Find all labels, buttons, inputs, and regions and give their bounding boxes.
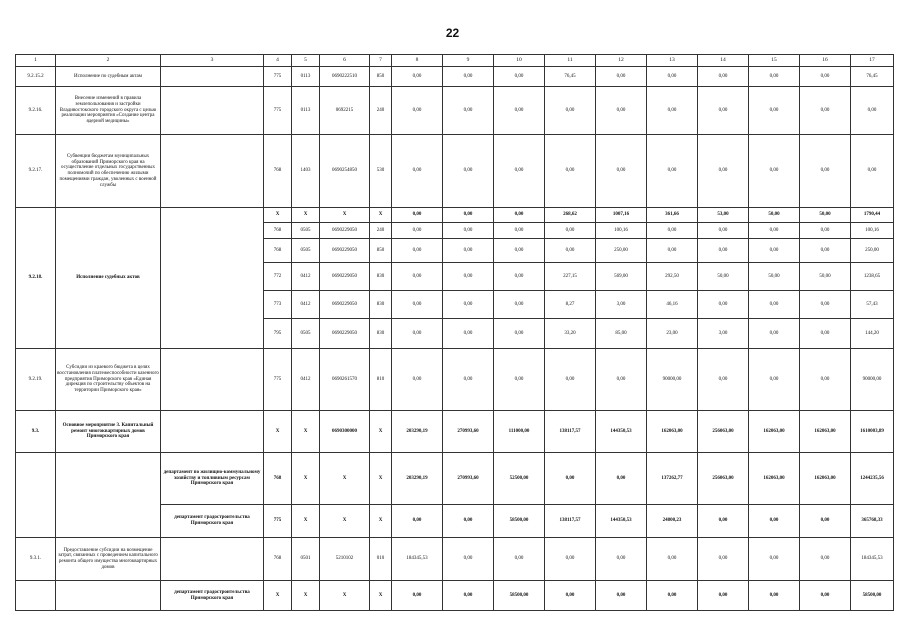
value-cell: 0,00	[749, 319, 800, 349]
value-cell: 0,00	[698, 135, 749, 208]
value-cell: 0,00	[392, 319, 443, 349]
code-cell: 830	[370, 319, 392, 349]
value-cell: 569,00	[596, 263, 647, 291]
code-cell: Х	[320, 453, 370, 505]
col-header: 7	[370, 55, 392, 67]
value-cell: 0,00	[647, 239, 698, 263]
empty-cell	[161, 135, 264, 208]
empty-cell	[161, 411, 264, 453]
value-cell: 0,00	[851, 87, 894, 135]
value-cell: 0,00	[800, 581, 851, 611]
value-cell: 0,00	[749, 538, 800, 581]
code-cell: 5210102	[320, 538, 370, 581]
value-cell: 0,00	[545, 581, 596, 611]
row-name: Субвенции бюджетам муниципальных образований Приморского края на осуществление отдельных государственных полномочий по обеспечению жилыми помещениями граждан, уволенных с военной службы	[56, 135, 161, 208]
value-cell: 184345,53	[851, 538, 894, 581]
col-header: 16	[800, 55, 851, 67]
value-cell: 0,00	[800, 538, 851, 581]
value-cell: 162063,00	[647, 411, 698, 453]
value-cell: 0,00	[698, 67, 749, 87]
code-cell: Х	[292, 453, 320, 505]
row-number: 9.2.16.	[16, 87, 56, 135]
value-cell: 57,43	[851, 291, 894, 319]
value-cell: 0,00	[494, 135, 545, 208]
value-cell: 268,62	[545, 208, 596, 223]
value-cell: 0,00	[800, 505, 851, 538]
col-header: 11	[545, 55, 596, 67]
value-cell: 0,00	[443, 135, 494, 208]
code-cell: Х	[370, 505, 392, 538]
value-cell: 0,00	[749, 223, 800, 239]
value-cell: 0,00	[596, 87, 647, 135]
value-cell: 0,00	[392, 135, 443, 208]
value-cell: 1244235,56	[851, 453, 894, 505]
budget-table	[15, 54, 894, 611]
value-cell: 1238,65	[851, 263, 894, 291]
code-cell: Х	[292, 581, 320, 611]
value-cell: 100,16	[596, 223, 647, 239]
col-header: 5	[292, 55, 320, 67]
value-cell: 0,00	[749, 135, 800, 208]
value-cell: 0,00	[698, 291, 749, 319]
value-cell: 0,00	[647, 87, 698, 135]
empty-cell	[161, 67, 264, 87]
value-cell: 90000,00	[851, 349, 894, 411]
value-cell: 3,00	[596, 291, 647, 319]
code-cell: 530	[370, 135, 392, 208]
value-cell: 138117,57	[545, 411, 596, 453]
value-cell: 0,00	[647, 223, 698, 239]
col-header: 13	[647, 55, 698, 67]
value-cell: 0,00	[800, 223, 851, 239]
code-cell: 0501	[292, 538, 320, 581]
col-header: 12	[596, 55, 647, 67]
row-name: Основное мероприятие 3. Капитальный ремонт многоквартирных домов Приморского края	[56, 411, 161, 453]
code-cell: Х	[370, 453, 392, 505]
code-cell: Х	[292, 411, 320, 453]
value-cell: 46,16	[647, 291, 698, 319]
empty-cell	[161, 87, 264, 135]
value-cell: 0,00	[800, 87, 851, 135]
value-cell: 162063,00	[800, 411, 851, 453]
value-cell: 0,00	[698, 223, 749, 239]
value-cell: 0,00	[647, 538, 698, 581]
value-cell: 203290,19	[392, 411, 443, 453]
code-cell: 0113	[292, 87, 320, 135]
code-cell: 0690261570	[320, 349, 370, 411]
value-cell: 0,00	[494, 239, 545, 263]
value-cell: 0,00	[494, 223, 545, 239]
value-cell: 256063,00	[698, 453, 749, 505]
value-cell: 0,00	[698, 505, 749, 538]
value-cell: 0,00	[545, 223, 596, 239]
col-header: 3	[161, 55, 264, 67]
value-cell: 0,00	[800, 135, 851, 208]
value-cell: 0,00	[392, 263, 443, 291]
value-cell: 0,00	[800, 319, 851, 349]
code-cell: 0113	[292, 67, 320, 87]
empty-cell	[16, 453, 56, 538]
code-cell: 775	[264, 87, 292, 135]
code-cell: Х	[264, 581, 292, 611]
value-cell: 0,00	[494, 291, 545, 319]
value-cell: 0,00	[749, 239, 800, 263]
value-cell: 0,00	[443, 263, 494, 291]
code-cell: 1403	[292, 135, 320, 208]
value-cell: 0,00	[647, 67, 698, 87]
value-cell: 162063,00	[749, 453, 800, 505]
value-cell: 0,00	[596, 349, 647, 411]
value-cell: 227,15	[545, 263, 596, 291]
value-cell: 144350,53	[596, 411, 647, 453]
code-cell: 768	[264, 239, 292, 263]
col-header: 10	[494, 55, 545, 67]
row-number: 9.3.	[16, 411, 56, 453]
value-cell: 0,00	[392, 223, 443, 239]
value-cell: 0,00	[698, 349, 749, 411]
code-cell: 830	[370, 263, 392, 291]
value-cell: 0,00	[647, 581, 698, 611]
code-cell: 0690229050	[320, 291, 370, 319]
value-cell: 0,00	[800, 239, 851, 263]
value-cell: 256063,00	[698, 411, 749, 453]
value-cell: 0,00	[494, 67, 545, 87]
value-cell: 1790,44	[851, 208, 894, 223]
code-cell: Х	[264, 208, 292, 223]
value-cell: 0,00	[698, 538, 749, 581]
value-cell: 0,00	[698, 581, 749, 611]
value-cell: 8,27	[545, 291, 596, 319]
code-cell: 0505	[292, 223, 320, 239]
code-cell: 773	[264, 291, 292, 319]
value-cell: 0,00	[443, 349, 494, 411]
value-cell: 0,00	[443, 291, 494, 319]
value-cell: 0,00	[494, 538, 545, 581]
value-cell: 0,00	[800, 291, 851, 319]
value-cell: 162063,00	[749, 411, 800, 453]
code-cell: 240	[370, 223, 392, 239]
col-header: 17	[851, 55, 894, 67]
row-number: 9.2.15.2	[16, 67, 56, 87]
value-cell: 0,00	[494, 208, 545, 223]
column-number-row	[16, 55, 894, 67]
value-cell: 270993,60	[443, 453, 494, 505]
page-number: 22	[445, 26, 460, 40]
code-cell: 772	[264, 263, 292, 291]
col-header: 2	[56, 55, 161, 67]
value-cell: 0,00	[596, 538, 647, 581]
code-cell: Х	[320, 208, 370, 223]
code-cell: 0690300000	[320, 411, 370, 453]
code-cell: 775	[264, 505, 292, 538]
value-cell: 53,00	[698, 208, 749, 223]
value-cell: 111000,00	[494, 411, 545, 453]
value-cell: 0,00	[443, 87, 494, 135]
value-cell: 0,00	[443, 223, 494, 239]
code-cell: 0690229050	[320, 319, 370, 349]
value-cell: 0,00	[851, 135, 894, 208]
value-cell: 0,00	[647, 135, 698, 208]
value-cell: 52500,00	[494, 453, 545, 505]
value-cell: 0,00	[494, 349, 545, 411]
table-row	[16, 87, 894, 135]
value-cell: 0,00	[392, 87, 443, 135]
value-cell: 58500,00	[494, 505, 545, 538]
value-cell: 250,00	[596, 239, 647, 263]
value-cell: 0,00	[443, 239, 494, 263]
code-cell: 830	[370, 291, 392, 319]
value-cell: 0,00	[596, 581, 647, 611]
value-cell: 50,00	[800, 263, 851, 291]
value-cell: 0,00	[392, 505, 443, 538]
value-cell: 0,00	[545, 239, 596, 263]
table-row	[16, 453, 894, 505]
col-header: 14	[698, 55, 749, 67]
value-cell: 24800,23	[647, 505, 698, 538]
table-row	[16, 411, 894, 453]
value-cell: 1610003,89	[851, 411, 894, 453]
table-row	[16, 67, 894, 87]
code-cell: 0692215	[320, 87, 370, 135]
code-cell: 768	[264, 538, 292, 581]
value-cell: 0,00	[596, 453, 647, 505]
value-cell: 0,00	[392, 208, 443, 223]
value-cell: 250,00	[851, 239, 894, 263]
code-cell: 010	[370, 538, 392, 581]
empty-cell	[56, 581, 161, 611]
col-header: 8	[392, 55, 443, 67]
value-cell: 144350,53	[596, 505, 647, 538]
value-cell: 0,00	[443, 208, 494, 223]
value-cell: 0,00	[443, 67, 494, 87]
value-cell: 0,00	[392, 291, 443, 319]
col-header: 9	[443, 55, 494, 67]
value-cell: 365768,33	[851, 505, 894, 538]
value-cell: 184345,53	[392, 538, 443, 581]
value-cell: 0,00	[443, 581, 494, 611]
value-cell: 203290,19	[392, 453, 443, 505]
value-cell: 0,00	[494, 319, 545, 349]
code-cell: 795	[264, 319, 292, 349]
value-cell: 0,00	[596, 135, 647, 208]
department-name: департамент градостроительства Приморского края	[161, 581, 264, 611]
value-cell: 0,00	[392, 239, 443, 263]
table-row	[16, 135, 894, 208]
value-cell: 76,45	[851, 67, 894, 87]
code-cell: Х	[264, 411, 292, 453]
value-cell: 58500,00	[494, 581, 545, 611]
value-cell: 0,00	[800, 349, 851, 411]
row-number: 9.2.18.	[16, 208, 56, 349]
value-cell: 0,00	[698, 239, 749, 263]
value-cell: 144,20	[851, 319, 894, 349]
row-name: Субсидии из краевого бюджета в целях восстановления платежеспособности казенного предприятия Приморского края «Единая дирекция по строительству объектов на территории Приморского края»	[56, 349, 161, 411]
value-cell: 0,00	[392, 349, 443, 411]
col-header: 4	[264, 55, 292, 67]
code-cell: 810	[370, 349, 392, 411]
col-header: 1	[16, 55, 56, 67]
code-cell: 850	[370, 239, 392, 263]
code-cell: 768	[264, 223, 292, 239]
value-cell: 0,00	[749, 505, 800, 538]
code-cell: Х	[370, 208, 392, 223]
value-cell: 0,00	[545, 349, 596, 411]
row-name: Внесение изменений в правила землепользования и застройки Владивостокского городского округа с целью реализации мероприятия «Создание центра ядерной медицины»	[56, 87, 161, 135]
table-row	[16, 581, 894, 611]
code-cell: Х	[370, 581, 392, 611]
value-cell: 361,66	[647, 208, 698, 223]
value-cell: 0,00	[443, 538, 494, 581]
value-cell: 0,00	[545, 453, 596, 505]
value-cell: 50,00	[749, 208, 800, 223]
code-cell: Х	[370, 411, 392, 453]
value-cell: 137262,77	[647, 453, 698, 505]
value-cell: 0,00	[494, 263, 545, 291]
code-cell: 0505	[292, 239, 320, 263]
value-cell: 270993,60	[443, 411, 494, 453]
row-name: Исполнение судебных актов	[56, 208, 161, 349]
table-row	[16, 349, 894, 411]
code-cell: 0690229050	[320, 239, 370, 263]
table-row	[16, 208, 894, 223]
value-cell: 50,00	[698, 263, 749, 291]
value-cell: 0,00	[749, 87, 800, 135]
code-cell: 0412	[292, 349, 320, 411]
code-cell: 0412	[292, 291, 320, 319]
value-cell: 58500,00	[851, 581, 894, 611]
value-cell: 1007,16	[596, 208, 647, 223]
value-cell: 0,00	[545, 538, 596, 581]
col-header: 6	[320, 55, 370, 67]
value-cell: 0,00	[443, 505, 494, 538]
code-cell: 0690229050	[320, 223, 370, 239]
value-cell: 0,00	[800, 67, 851, 87]
value-cell: 0,00	[749, 291, 800, 319]
value-cell: 0,00	[749, 349, 800, 411]
row-number: 9.2.19.	[16, 349, 56, 411]
empty-cell	[161, 349, 264, 411]
value-cell: 0,00	[443, 319, 494, 349]
value-cell: 76,45	[545, 67, 596, 87]
value-cell: 0,00	[698, 87, 749, 135]
code-cell: 768	[264, 453, 292, 505]
empty-cell	[161, 538, 264, 581]
value-cell: 162063,00	[800, 453, 851, 505]
code-cell: Х	[292, 208, 320, 223]
code-cell: Х	[320, 505, 370, 538]
row-name: Предоставление субсидии на возмещение затрат, связанных с проведением капитального ремонта общего имущества многоквартирных домов	[56, 538, 161, 581]
code-cell: 0690254850	[320, 135, 370, 208]
code-cell: Х	[292, 505, 320, 538]
value-cell: 0,00	[596, 67, 647, 87]
code-cell: 0505	[292, 319, 320, 349]
code-cell: 0690222510	[320, 67, 370, 87]
code-cell: Х	[320, 581, 370, 611]
value-cell: 50,00	[749, 263, 800, 291]
code-cell: 775	[264, 349, 292, 411]
row-name: Исполнение по судебным актам	[56, 67, 161, 87]
value-cell: 0,00	[392, 67, 443, 87]
department-name: департамент по жилищно-коммунальному хозяйству и топливным ресурсам Приморского края	[161, 453, 264, 505]
value-cell: 0,00	[545, 87, 596, 135]
row-number: 9.2.17.	[16, 135, 56, 208]
empty-cell	[161, 208, 264, 349]
empty-cell	[16, 581, 56, 611]
value-cell: 0,00	[749, 67, 800, 87]
empty-cell	[56, 453, 161, 538]
value-cell: 90000,00	[647, 349, 698, 411]
code-cell: 0690229050	[320, 263, 370, 291]
value-cell: 0,00	[392, 581, 443, 611]
value-cell: 33,20	[545, 319, 596, 349]
code-cell: 850	[370, 67, 392, 87]
value-cell: 292,50	[647, 263, 698, 291]
code-cell: 768	[264, 135, 292, 208]
table-row	[16, 538, 894, 581]
value-cell: 0,00	[494, 87, 545, 135]
value-cell: 23,00	[647, 319, 698, 349]
col-header: 15	[749, 55, 800, 67]
code-cell: 0412	[292, 263, 320, 291]
department-name: департамент градостроительства Приморского края	[161, 505, 264, 538]
value-cell: 0,00	[545, 135, 596, 208]
value-cell: 0,00	[749, 581, 800, 611]
code-cell: 775	[264, 67, 292, 87]
value-cell: 3,00	[698, 319, 749, 349]
value-cell: 50,00	[800, 208, 851, 223]
value-cell: 85,00	[596, 319, 647, 349]
row-number: 9.3.1.	[16, 538, 56, 581]
value-cell: 100,16	[851, 223, 894, 239]
code-cell: 240	[370, 87, 392, 135]
value-cell: 138117,57	[545, 505, 596, 538]
